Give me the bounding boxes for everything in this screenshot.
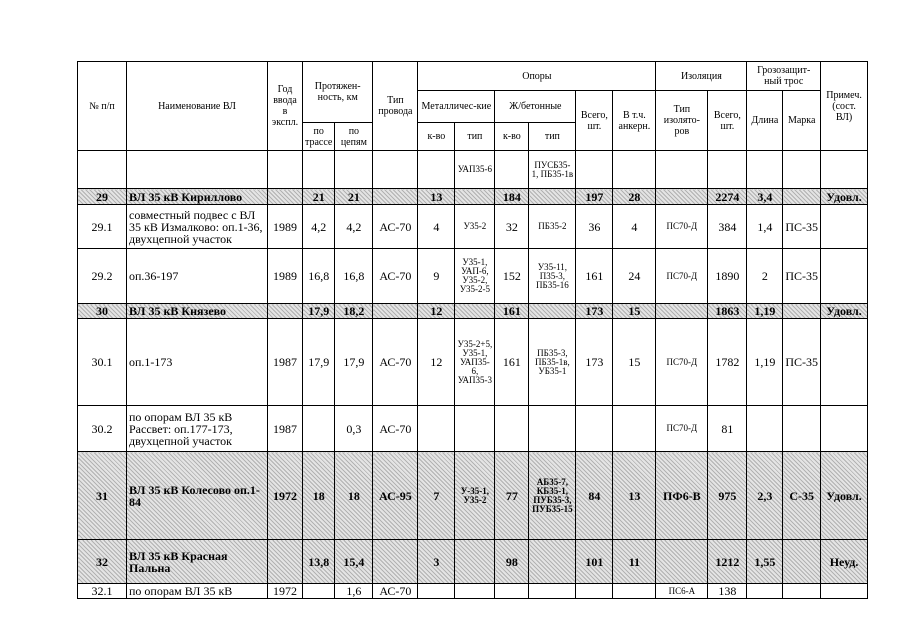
cell-anchor: 24 bbox=[613, 249, 656, 304]
cell-ground-mark bbox=[783, 540, 821, 584]
cell-insulator-type: ПС70-Д bbox=[656, 319, 708, 406]
cell-year bbox=[268, 540, 303, 584]
cell-num: 31 bbox=[78, 452, 127, 540]
cell-wire: АС-70 bbox=[373, 205, 418, 249]
cell-year: 1972 bbox=[268, 452, 303, 540]
cell-concrete-type: ПБ35-2 bbox=[529, 205, 576, 249]
header-ground-mark: Марка bbox=[783, 91, 821, 151]
cell-len-chain: 4,2 bbox=[335, 205, 373, 249]
cell-concrete-type: ПБ35-3, ПБ35-1в, УБ35-1 bbox=[529, 319, 576, 406]
header-metal: Металличес-кие bbox=[418, 91, 495, 123]
cell-metal-qty: 7 bbox=[418, 452, 455, 540]
cell-metal-qty: 4 bbox=[418, 205, 455, 249]
header-note: Примеч. (сост. ВЛ) bbox=[821, 62, 868, 151]
cell-len-chain bbox=[335, 151, 373, 189]
cell-len-chain: 18 bbox=[335, 452, 373, 540]
cell-year: 1972 bbox=[268, 584, 303, 599]
cell-ground-mark bbox=[783, 189, 821, 205]
cell-note: Удовл. bbox=[821, 452, 868, 540]
cell-anchor: 15 bbox=[613, 304, 656, 319]
cell-insulator-total: 1212 bbox=[708, 540, 747, 584]
cell-insulator-type: ПС70-Д bbox=[656, 249, 708, 304]
cell-anchor: 4 bbox=[613, 205, 656, 249]
cell-anchor bbox=[613, 151, 656, 189]
cell-name: ВЛ 35 кВ Колесово оп.1-84 bbox=[127, 452, 268, 540]
cell-wire: АС-70 bbox=[373, 584, 418, 599]
cell-total-supports bbox=[576, 406, 613, 452]
cell-len-route: 17,9 bbox=[303, 319, 335, 406]
cell-insulator-type bbox=[656, 540, 708, 584]
header-length: Протяжен-ность, км bbox=[303, 62, 373, 123]
cell-metal-type bbox=[455, 584, 495, 599]
cell-concrete-qty: 152 bbox=[495, 249, 529, 304]
header-insulation: Изоляция bbox=[656, 62, 747, 91]
header-supports: Опоры bbox=[418, 62, 656, 91]
cell-insulator-type bbox=[656, 304, 708, 319]
cell-insulator-type bbox=[656, 151, 708, 189]
cell-name: ВЛ 35 кВ Князево bbox=[127, 304, 268, 319]
cell-len-route: 21 bbox=[303, 189, 335, 205]
cell-metal-type: У-35-1, У35-2 bbox=[455, 452, 495, 540]
cell-anchor bbox=[613, 406, 656, 452]
cell-note: Неуд. bbox=[821, 540, 868, 584]
cell-num: 32 bbox=[78, 540, 127, 584]
cell-concrete-type bbox=[529, 584, 576, 599]
cell-total-supports bbox=[576, 584, 613, 599]
cell-name: оп.36-197 bbox=[127, 249, 268, 304]
cell-year: 1989 bbox=[268, 205, 303, 249]
cell-ground-length: 1,55 bbox=[747, 540, 783, 584]
cell-num: 29 bbox=[78, 189, 127, 205]
cell-len-route: 17,9 bbox=[303, 304, 335, 319]
cell-concrete-qty bbox=[495, 584, 529, 599]
cell-anchor: 28 bbox=[613, 189, 656, 205]
cell-ground-mark bbox=[783, 304, 821, 319]
header-insulator-type: Тип изолято-ров bbox=[656, 91, 708, 151]
cell-len-chain: 15,4 bbox=[335, 540, 373, 584]
cell-concrete-qty: 98 bbox=[495, 540, 529, 584]
header-insulator-total: Всего, шт. bbox=[708, 91, 747, 151]
cell-concrete-type bbox=[529, 304, 576, 319]
power-lines-table bbox=[77, 61, 868, 599]
cell-len-route: 16,8 bbox=[303, 249, 335, 304]
cell-anchor: 15 bbox=[613, 319, 656, 406]
cell-insulator-total: 138 bbox=[708, 584, 747, 599]
cell-total-supports: 173 bbox=[576, 304, 613, 319]
cell-note bbox=[821, 151, 868, 189]
cell-total-supports: 161 bbox=[576, 249, 613, 304]
cell-metal-qty: 12 bbox=[418, 304, 455, 319]
cell-wire: АС-70 bbox=[373, 249, 418, 304]
cell-metal-qty: 9 bbox=[418, 249, 455, 304]
cell-metal-type bbox=[455, 406, 495, 452]
cell-ground-mark: С-35 bbox=[783, 452, 821, 540]
cell-ground-length: 1,19 bbox=[747, 319, 783, 406]
cell-num: 30.2 bbox=[78, 406, 127, 452]
cell-len-route: 4,2 bbox=[303, 205, 335, 249]
cell-name: по опорам ВЛ 35 кВ Рассвет: оп.177-173, двухцепной участок bbox=[127, 406, 268, 452]
cell-insulator-total: 1863 bbox=[708, 304, 747, 319]
cell-note bbox=[821, 319, 868, 406]
cell-note: Удовл. bbox=[821, 189, 868, 205]
header-len-chain: по цепям bbox=[335, 123, 373, 151]
cell-year bbox=[268, 189, 303, 205]
cell-len-chain: 21 bbox=[335, 189, 373, 205]
cell-concrete-type bbox=[529, 540, 576, 584]
cell-concrete-qty: 161 bbox=[495, 304, 529, 319]
cell-len-route: 13,8 bbox=[303, 540, 335, 584]
cell-ground-length: 1,19 bbox=[747, 304, 783, 319]
header-ground-wire: Грозозащит-ный трос bbox=[747, 62, 821, 91]
cell-anchor: 11 bbox=[613, 540, 656, 584]
cell-concrete-type: У35-11, П35-3, ПБ35-16 bbox=[529, 249, 576, 304]
cell-anchor bbox=[613, 584, 656, 599]
cell-year: 1989 bbox=[268, 249, 303, 304]
cell-metal-type: У35-2 bbox=[455, 205, 495, 249]
cell-num: 30 bbox=[78, 304, 127, 319]
cell-name: по опорам ВЛ 35 кВ bbox=[127, 584, 268, 599]
cell-insulator-total: 975 bbox=[708, 452, 747, 540]
cell-wire: АС-95 bbox=[373, 452, 418, 540]
header-metal-type: тип bbox=[455, 123, 495, 151]
cell-metal-qty: 12 bbox=[418, 319, 455, 406]
cell-len-chain: 0,3 bbox=[335, 406, 373, 452]
cell-ground-length: 2,3 bbox=[747, 452, 783, 540]
cell-concrete-qty: 77 bbox=[495, 452, 529, 540]
cell-insulator-total: 384 bbox=[708, 205, 747, 249]
cell-num bbox=[78, 151, 127, 189]
cell-wire: АС-70 bbox=[373, 319, 418, 406]
cell-metal-qty: 13 bbox=[418, 189, 455, 205]
cell-name: ВЛ 35 кВ Кириллово bbox=[127, 189, 268, 205]
cell-concrete-type bbox=[529, 406, 576, 452]
header-concrete-qty: к-во bbox=[495, 123, 529, 151]
header-concrete-type: тип bbox=[529, 123, 576, 151]
cell-anchor: 13 bbox=[613, 452, 656, 540]
cell-metal-type bbox=[455, 189, 495, 205]
cell-ground-mark: ПС-35 bbox=[783, 319, 821, 406]
header-wire: Тип провода bbox=[373, 62, 418, 151]
cell-wire: АС-70 bbox=[373, 406, 418, 452]
cell-ground-length: 1,4 bbox=[747, 205, 783, 249]
cell-ground-length bbox=[747, 584, 783, 599]
cell-concrete-qty: 32 bbox=[495, 205, 529, 249]
cell-total-supports: 173 bbox=[576, 319, 613, 406]
cell-wire bbox=[373, 189, 418, 205]
header-anchor: В т.ч. анкерн. bbox=[613, 91, 656, 151]
cell-ground-length bbox=[747, 151, 783, 189]
cell-name: ВЛ 35 кВ Красная Пальна bbox=[127, 540, 268, 584]
cell-name: совместный подвес с ВЛ 35 кВ Измалково: оп.1-36, двухцепной участок bbox=[127, 205, 268, 249]
header-year: Год ввода в экспл. bbox=[268, 62, 303, 151]
cell-len-chain: 17,9 bbox=[335, 319, 373, 406]
cell-year: 1987 bbox=[268, 319, 303, 406]
cell-insulator-type: ПФ6-В bbox=[656, 452, 708, 540]
cell-concrete-qty: 161 bbox=[495, 319, 529, 406]
cell-num: 29.1 bbox=[78, 205, 127, 249]
cell-metal-type bbox=[455, 304, 495, 319]
cell-ground-mark bbox=[783, 584, 821, 599]
header-name: Наименование ВЛ bbox=[127, 62, 268, 151]
cell-insulator-type: ПС6-А bbox=[656, 584, 708, 599]
header-concrete: Ж/бетонные bbox=[495, 91, 576, 123]
cell-metal-type: УАП35-6 bbox=[455, 151, 495, 189]
cell-insulator-total: 1890 bbox=[708, 249, 747, 304]
cell-metal-type: У35-2+5, У35-1, УАП35-6, УАП35-3 bbox=[455, 319, 495, 406]
cell-year bbox=[268, 304, 303, 319]
cell-len-route: 18 bbox=[303, 452, 335, 540]
header-ground-length: Длина bbox=[747, 91, 783, 151]
cell-note bbox=[821, 406, 868, 452]
cell-note bbox=[821, 249, 868, 304]
cell-insulator-total: 81 bbox=[708, 406, 747, 452]
cell-num: 29.2 bbox=[78, 249, 127, 304]
cell-ground-length: 3,4 bbox=[747, 189, 783, 205]
cell-len-chain: 1,6 bbox=[335, 584, 373, 599]
cell-note bbox=[821, 205, 868, 249]
cell-concrete-type: ПУСБ35-1, ПБ35-1в bbox=[529, 151, 576, 189]
cell-num: 32.1 bbox=[78, 584, 127, 599]
cell-total-supports: 101 bbox=[576, 540, 613, 584]
cell-year: 1987 bbox=[268, 406, 303, 452]
cell-name bbox=[127, 151, 268, 189]
cell-wire bbox=[373, 151, 418, 189]
cell-len-chain: 16,8 bbox=[335, 249, 373, 304]
cell-total-supports: 84 bbox=[576, 452, 613, 540]
cell-note bbox=[821, 584, 868, 599]
cell-insulator-type bbox=[656, 189, 708, 205]
cell-note: Удовл. bbox=[821, 304, 868, 319]
cell-concrete-qty bbox=[495, 151, 529, 189]
cell-insulator-total: 2274 bbox=[708, 189, 747, 205]
cell-metal-type bbox=[455, 540, 495, 584]
cell-wire bbox=[373, 304, 418, 319]
cell-insulator-type: ПС70-Д bbox=[656, 205, 708, 249]
cell-ground-length bbox=[747, 406, 783, 452]
cell-total-supports: 36 bbox=[576, 205, 613, 249]
cell-metal-type: У35-1, УАП-6, У35-2, У35-2-5 bbox=[455, 249, 495, 304]
cell-wire bbox=[373, 540, 418, 584]
cell-insulator-type: ПС70-Д bbox=[656, 406, 708, 452]
cell-ground-mark: ПС-35 bbox=[783, 205, 821, 249]
header-num: № п/п bbox=[78, 62, 127, 151]
cell-metal-qty: 3 bbox=[418, 540, 455, 584]
cell-len-route bbox=[303, 584, 335, 599]
cell-len-route bbox=[303, 151, 335, 189]
cell-concrete-qty: 184 bbox=[495, 189, 529, 205]
cell-concrete-type bbox=[529, 189, 576, 205]
cell-name: оп.1-173 bbox=[127, 319, 268, 406]
header-len-route: по трассе bbox=[303, 123, 335, 151]
cell-total-supports: 197 bbox=[576, 189, 613, 205]
cell-ground-mark bbox=[783, 151, 821, 189]
cell-ground-length: 2 bbox=[747, 249, 783, 304]
cell-metal-qty bbox=[418, 406, 455, 452]
header-metal-qty: к-во bbox=[418, 123, 455, 151]
cell-concrete-type: АБ35-7, КБ35-1, ПУБ35-3, ПУБ35-15 bbox=[529, 452, 576, 540]
cell-year bbox=[268, 151, 303, 189]
cell-ground-mark bbox=[783, 406, 821, 452]
header-total-supports: Всего, шт. bbox=[576, 91, 613, 151]
cell-len-route bbox=[303, 406, 335, 452]
cell-total-supports bbox=[576, 151, 613, 189]
cell-ground-mark: ПС-35 bbox=[783, 249, 821, 304]
cell-insulator-total: 1782 bbox=[708, 319, 747, 406]
cell-concrete-qty bbox=[495, 406, 529, 452]
cell-len-chain: 18,2 bbox=[335, 304, 373, 319]
cell-metal-qty bbox=[418, 151, 455, 189]
cell-insulator-total bbox=[708, 151, 747, 189]
cell-num: 30.1 bbox=[78, 319, 127, 406]
cell-metal-qty bbox=[418, 584, 455, 599]
